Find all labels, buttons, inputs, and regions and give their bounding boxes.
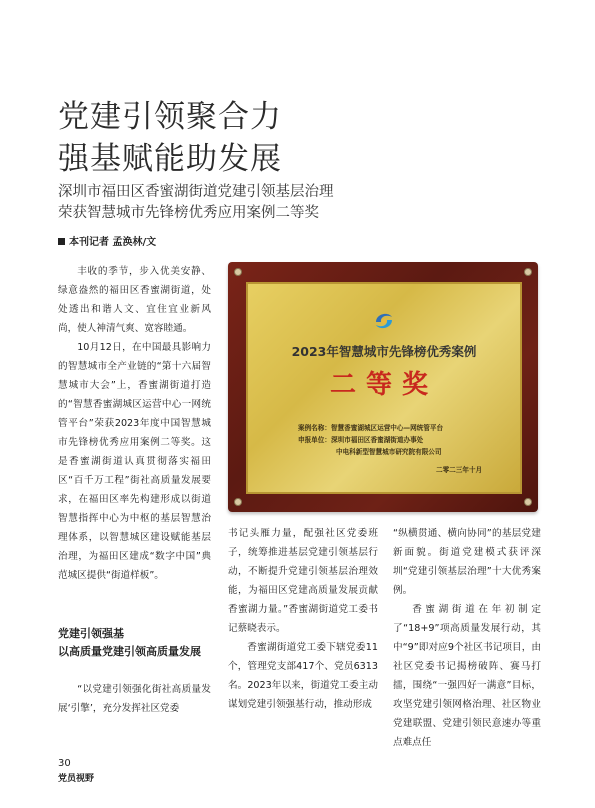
page-number: 30 [58, 758, 71, 769]
byline [58, 233, 156, 248]
rivet-icon [524, 268, 532, 276]
paragraph: 10月12日，在中国最具影响力的智慧城市全产业链的“第十六届智慧城市大会”上，香蜜湖街道打造的“智慧香蜜湖城区运营中心一网统管平台”荣获2023年度中国智慧城市先锋榜优秀应用案例二等奖。这是香蜜湖街道认真贯彻落实福田区“百千万工程”街社高质量发展要求，在福田区率先构建形成以街道智慧指挥中心为中枢的基层智慧治理体系，以智慧城区建设赋能基层治理，为福田区建成“数字中国”典范城区提供“街道样板”。 [58, 342, 211, 581]
headline [58, 96, 282, 180]
subtitle-line2: 荣获智慧城市先锋榜优秀应用案例二等奖 [58, 205, 319, 221]
magazine-logo: 党员视野 [58, 774, 95, 784]
byline-text: 本刊记者 孟涣林/文 [69, 237, 157, 248]
section-heading-line1: 党建引领强基 [58, 627, 124, 640]
column-1-continued [58, 680, 211, 718]
swirl-logo-icon [372, 308, 396, 334]
paragraph: “以党建引领强化街社高质量发展‘引擎’，充分发挥社区党委 [58, 684, 211, 714]
column-3 [393, 524, 541, 752]
paragraph: “纵横贯通、横向协同”的基层党建新面貌。街道党建模式获评深圳“党建引领基层治理”十大优秀案例。 [393, 528, 541, 596]
plaque-case-name: 案例名称：智慧香蜜湖城区运营中心—网统管平台 [298, 424, 444, 432]
rivet-icon [234, 268, 242, 276]
rivet-icon [524, 498, 532, 506]
paragraph: 香蜜湖街道党工委下辖党委11个，管理党支部417个、党员6313名。2023年以来，街道党工委主动谋划党建引领强基行动，推动形成 [228, 642, 378, 710]
paragraph: 书记头雁力量，配强社区党委班子，统筹推进基层党建引领基层行动，不断提升党建引领基层治理效能，为福田区党建高质量发展贡献香蜜湖力量。”香蜜湖街道党工委书记蔡晓表示。 [228, 528, 378, 634]
headline-line1: 党建引领聚合力 [58, 99, 282, 135]
plaque-applicant-2: 中电科新型智慧城市研究院有限公司 [336, 448, 442, 456]
column-1 [58, 262, 211, 585]
gold-plate [246, 282, 522, 494]
plaque-title: 2023年智慧城市先锋榜优秀案例 [291, 344, 477, 359]
paragraph: 香蜜湖街道在年初制定了“18+9”项高质量发展行动，其中“9”即对应9个社区书记项目，由社区党委书记揭榜破阵、赛马打擂，围绕“一强四好一满意”目标，攻坚党建引领网格治理、社区物业党建联盟、党建引领民意速办等重点难点任 [393, 604, 541, 748]
plaque-applicant-1: 申报单位：深圳市福田区香蜜湖街道办事处 [298, 436, 424, 444]
rivet-icon [234, 498, 242, 506]
section-heading-line2: 以高质量党建引领高质量发展 [58, 645, 201, 658]
headline-line2: 强基赋能助发展 [58, 141, 282, 177]
column-2 [228, 524, 378, 714]
paragraph: 丰收的季节，步入优美安静、绿意盎然的福田区香蜜湖街道，处处透出和谐人文、宜住宜业新风尚，使人神清气爽、宽容睦通。 [58, 266, 211, 334]
subtitle-line1: 深圳市福田区香蜜湖街道党建引领基层治理 [58, 184, 334, 200]
subtitle [58, 182, 334, 224]
plaque-date: 二零二三年十月 [436, 466, 483, 474]
plaque-prize: 二等奖 [329, 370, 438, 400]
square-bullet-icon [58, 238, 65, 245]
section-heading [58, 625, 218, 661]
award-plaque-image [228, 262, 538, 512]
